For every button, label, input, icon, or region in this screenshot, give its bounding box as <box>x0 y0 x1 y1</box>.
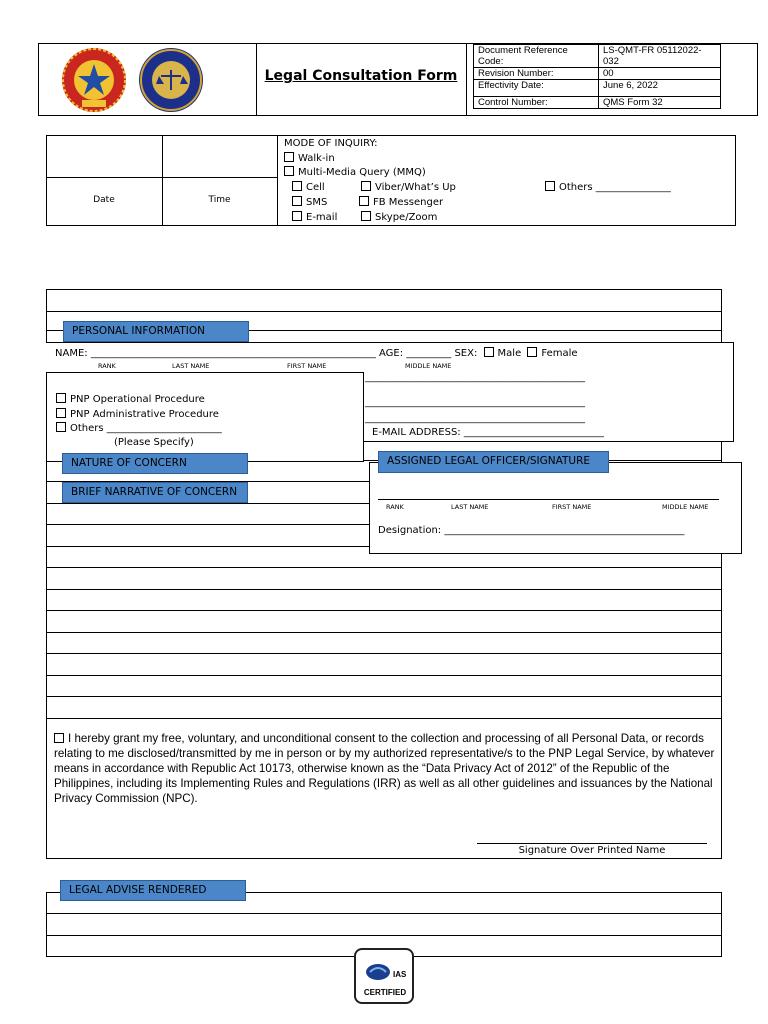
inquiry-date-line <box>46 177 277 178</box>
signature-line <box>477 843 707 844</box>
mmq-option[interactable]: Multi-Media Query (MMQ) <box>284 166 426 178</box>
fb-checkbox[interactable] <box>359 196 369 206</box>
others-option[interactable]: Others _______________ <box>545 181 671 193</box>
row-line <box>46 696 722 697</box>
officer-sub-last: LAST NAME <box>451 503 489 511</box>
concern-others-checkbox[interactable] <box>56 422 66 432</box>
viber-checkbox[interactable] <box>361 181 371 191</box>
advise-row-line <box>46 913 722 914</box>
row-line <box>46 311 722 312</box>
control-value: QMS Form 32 <box>599 97 721 109</box>
effectivity-value: June 6, 2022 <box>599 80 721 97</box>
personal-line-4: ____________________________________________ <box>365 413 585 424</box>
viber-option[interactable]: Viber/What’s Up <box>361 181 456 193</box>
male-checkbox[interactable] <box>484 347 494 357</box>
nature-of-concern-label: NATURE OF CONCERN <box>62 453 248 474</box>
name-sub-rank: RANK <box>98 362 116 370</box>
control-label: Control Number: <box>474 97 599 109</box>
row-line <box>46 632 722 633</box>
name-sub-first: FIRST NAME <box>287 362 327 370</box>
designation-line: Designation: ________________________________________________ <box>378 525 685 536</box>
mmq-checkbox[interactable] <box>284 166 294 176</box>
name-line: NAME: _________________________________________________________ AGE: _________ SEX: Male Female <box>55 348 578 359</box>
header-divider-2 <box>466 43 467 116</box>
sms-checkbox[interactable] <box>292 196 302 206</box>
globe-icon <box>364 962 392 982</box>
form-title: Legal Consultation Form <box>264 68 458 84</box>
email-option[interactable]: E-mail <box>292 211 337 223</box>
personal-line-3: ____________________________________________ <box>365 397 585 408</box>
doc-ref-label: Document Reference Code: <box>474 45 599 68</box>
row-line <box>46 675 722 676</box>
email-checkbox[interactable] <box>292 211 302 221</box>
operational-checkbox[interactable] <box>56 393 66 403</box>
badge-certified-text: CERTIFIED <box>363 988 407 997</box>
consent-checkbox[interactable] <box>54 733 64 743</box>
personal-information-label: PERSONAL INFORMATION <box>63 321 249 342</box>
fb-option[interactable]: FB Messenger <box>359 196 443 208</box>
signature-label: Signature Over Printed Name <box>518 845 666 856</box>
name-sub-middle: MIDDLE NAME <box>405 362 452 370</box>
consent-paragraph: I hereby grant my free, voluntary, and unconditional consent to the collection and processing of all Personal Data, or records relating to me disclosed/transmitted by me in person or by my authorized representative/s to the PNP Legal Service, by whatever means in accordance with Republic Act 10173, otherwise known as the “Data Privacy Act of 2012” of the Republic of the Philippines, including its Implementing Rules and Regulations (IRR) as well as all other guidelines and issuances by the National Privacy Commission (NPC). <box>54 732 715 805</box>
legal-service-logo <box>136 46 206 114</box>
row-line <box>46 718 722 719</box>
officer-sub-rank: RANK <box>386 503 404 511</box>
sms-option[interactable]: SMS <box>292 196 327 208</box>
personal-line-2: ____________________________________________ <box>365 372 585 383</box>
concern-option-operational[interactable]: PNP Operational Procedure <box>56 393 205 405</box>
others-checkbox[interactable] <box>545 181 555 191</box>
officer-sub-middle: MIDDLE NAME <box>662 503 709 511</box>
revision-label: Revision Number: <box>474 68 599 80</box>
row-line <box>46 653 722 654</box>
concern-option-others[interactable]: Others _______________________ <box>56 422 222 434</box>
legal-advise-label: LEGAL ADVISE RENDERED <box>60 880 246 901</box>
row-line <box>46 567 722 568</box>
cell-checkbox[interactable] <box>292 181 302 191</box>
walk-in-checkbox[interactable] <box>284 152 294 162</box>
effectivity-label: Effectivity Date: <box>474 80 599 97</box>
concern-option-administrative[interactable]: PNP Administrative Procedure <box>56 408 219 420</box>
time-label: Time <box>208 195 231 205</box>
administrative-checkbox[interactable] <box>56 408 66 418</box>
email-address-line: E-MAIL ADDRESS: ____________________________ <box>372 427 604 438</box>
walk-in-option[interactable]: Walk-in <box>284 152 335 164</box>
doc-ref-value: LS-QMT-FR 05112022-032 <box>599 45 721 68</box>
document-info-table <box>473 44 721 109</box>
please-specify-label: (Please Specify) <box>114 437 194 448</box>
officer-signature-line <box>378 499 719 500</box>
row-line <box>46 589 722 590</box>
brief-narrative-label: BRIEF NARRATIVE OF CONCERN <box>62 482 248 503</box>
name-sub-last: LAST NAME <box>172 362 210 370</box>
pnp-seal-logo <box>60 46 128 114</box>
date-label: Date <box>93 195 115 205</box>
inquiry-divider-2 <box>277 135 278 226</box>
revision-value: 00 <box>599 68 721 80</box>
officer-sub-first: FIRST NAME <box>552 503 592 511</box>
assigned-legal-officer-label: ASSIGNED LEGAL OFFICER/SIGNATURE <box>378 451 609 473</box>
female-checkbox[interactable] <box>527 347 537 357</box>
inquiry-divider-1 <box>162 135 163 226</box>
skype-checkbox[interactable] <box>361 211 371 221</box>
advise-row-line <box>46 935 722 936</box>
badge-ias-text: IAS <box>393 970 407 979</box>
skype-option[interactable]: Skype/Zoom <box>361 211 437 223</box>
certified-badge <box>354 948 414 1004</box>
cell-option[interactable]: Cell <box>292 181 325 193</box>
row-line <box>46 610 722 611</box>
mode-of-inquiry-title: MODE OF INQUIRY: <box>284 138 378 149</box>
